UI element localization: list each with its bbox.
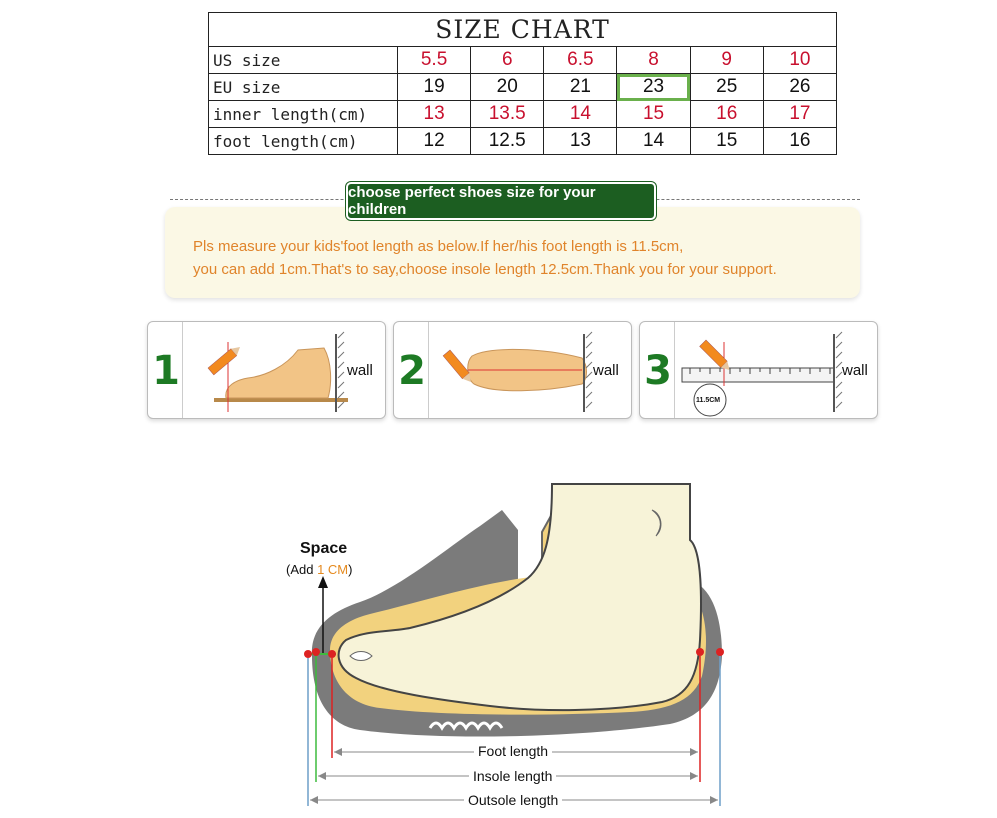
table-cell: 19 <box>398 74 471 101</box>
table-cell: 15 <box>617 101 690 128</box>
table-cell: 10 <box>763 47 836 74</box>
table-cell: 15 <box>690 128 763 155</box>
foot-length-label: Foot length <box>474 743 552 759</box>
highlighted-cell: 23 <box>617 74 690 101</box>
table-cell: 5.5 <box>398 47 471 74</box>
table-row-inner-length <box>209 101 837 128</box>
table-cell: 17 <box>763 101 836 128</box>
wall-label: wall <box>593 362 619 379</box>
table-cell: 14 <box>544 101 617 128</box>
table-cell: 20 <box>471 74 544 101</box>
space-value: 1 CM <box>317 562 349 577</box>
instruction-line-1: Pls measure your kids'foot length as below.If her/his foot length is 11.5cm, <box>193 238 684 255</box>
table-cell: 12.5 <box>471 128 544 155</box>
row-label: US size <box>209 47 398 74</box>
size-chart-title: SIZE CHART <box>209 13 837 47</box>
row-label: foot length(cm) <box>209 128 398 155</box>
instruction-line-2: you can add 1cm.That's to say,choose insole length 12.5cm.Thank you for your support. <box>193 261 777 278</box>
table-cell: 12 <box>398 128 471 155</box>
banner-heading: choose perfect shoes size for your children <box>346 182 656 220</box>
table-cell: 16 <box>763 128 836 155</box>
step-number: 1 <box>152 348 180 394</box>
size-chart-table <box>208 12 837 155</box>
table-cell: 21 <box>544 74 617 101</box>
row-label: EU size <box>209 74 398 101</box>
step-panel-3 <box>639 321 878 419</box>
table-cell: 16 <box>690 101 763 128</box>
step-panel-1 <box>147 321 386 419</box>
insole-length-label: Insole length <box>469 768 556 784</box>
shoe-cross-section-diagram <box>290 480 750 810</box>
table-cell: 13 <box>398 101 471 128</box>
measurement-label: 11.5CM <box>696 397 721 404</box>
table-cell: 13.5 <box>471 101 544 128</box>
table-cell: 6 <box>471 47 544 74</box>
wall-label: wall <box>842 362 868 379</box>
space-subtitle <box>286 562 352 577</box>
step-number: 2 <box>398 348 426 394</box>
table-cell: 25 <box>690 74 763 101</box>
wall-label: wall <box>347 362 373 379</box>
row-label: inner length(cm) <box>209 101 398 128</box>
pencil-icon <box>208 344 243 375</box>
space-suffix: ) <box>348 562 353 577</box>
table-cell: 6.5 <box>544 47 617 74</box>
table-row-us-size <box>209 47 837 74</box>
table-cell: 26 <box>763 74 836 101</box>
table-cell: 9 <box>690 47 763 74</box>
table-cell: 8 <box>617 47 690 74</box>
step-number: 3 <box>644 348 672 394</box>
space-prefix: (Add <box>286 562 318 577</box>
space-title: Space <box>300 540 348 557</box>
outsole-length-label: Outsole length <box>464 792 562 808</box>
table-cell: 14 <box>617 128 690 155</box>
instruction-box <box>165 207 860 298</box>
table-row-foot-length <box>209 128 837 155</box>
table-row-eu-size <box>209 74 837 101</box>
step-panel-2 <box>393 321 632 419</box>
table-cell: 13 <box>544 128 617 155</box>
